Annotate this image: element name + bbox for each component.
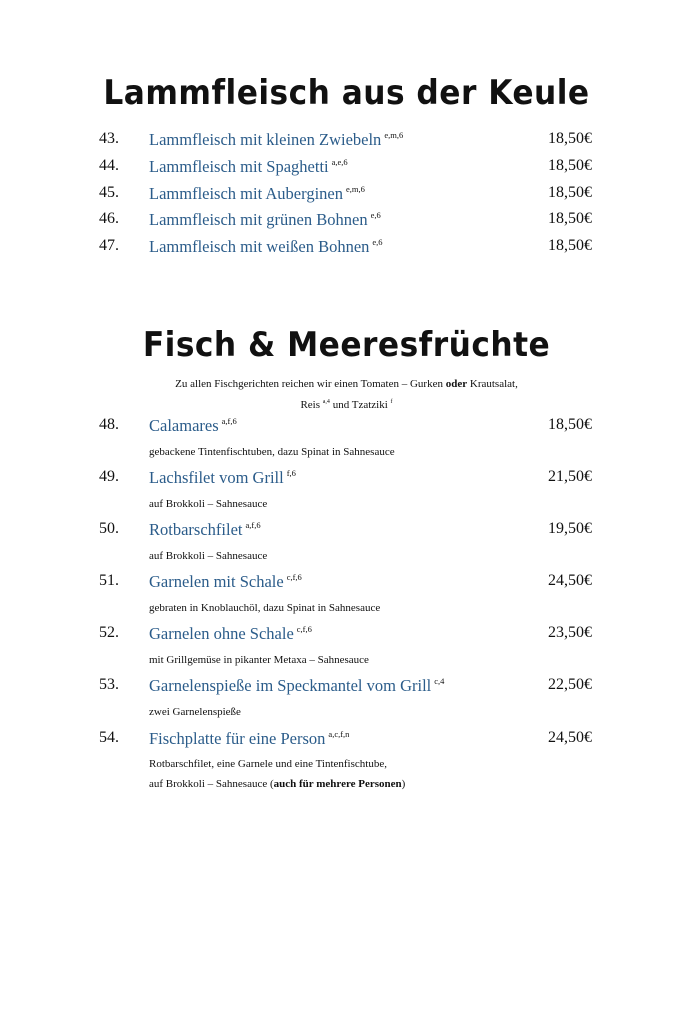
item-name-text: Lammfleisch mit kleinen Zwiebeln (149, 130, 382, 149)
item-name-text: Rotbarschfilet (149, 520, 243, 539)
item-name (149, 210, 381, 230)
desc-emphasis: auch für mehrere Personen (273, 778, 402, 790)
item-description (149, 778, 405, 790)
item-price: 21,50€ (548, 468, 592, 485)
item-name-text: Lammfleisch mit Auberginen (149, 184, 343, 203)
item-name-text: Lammfleisch mit grünen Bohnen (149, 210, 368, 229)
menu-item (0, 572, 693, 594)
desc-text: ) (401, 778, 406, 790)
allergen-codes: a,c,f,n (328, 729, 350, 739)
item-name (149, 157, 348, 177)
item-name-text: Lammfleisch mit weißen Bohnen (149, 237, 370, 256)
intro-text: Zu allen Fischgerichten reichen wir einen Tomaten – Gurken (175, 378, 446, 390)
allergen-codes: f (390, 399, 393, 405)
item-description: mit Grillgemüse in pikanter Metaxa – Sahnesauce (149, 654, 369, 666)
intro-emphasis: oder (445, 378, 468, 390)
menu-item (0, 468, 693, 490)
item-price: 18,50€ (548, 130, 592, 147)
item-description: gebraten in Knoblauchöl, dazu Spinat in Sahnesauce (149, 602, 381, 614)
item-name-text: Garnelenspieße im Speckmantel vom Grill (149, 676, 432, 695)
item-number: 44. (99, 157, 119, 174)
allergen-codes: a,4 (322, 399, 330, 405)
intro-text: und Tzatziki (329, 399, 391, 411)
item-name (149, 237, 383, 257)
item-name (149, 729, 349, 749)
item-number: 52. (99, 624, 119, 641)
item-number: 43. (99, 130, 119, 147)
item-price: 22,50€ (548, 676, 592, 693)
item-description: auf Brokkoli – Sahnesauce (149, 498, 268, 510)
menu-item (0, 520, 693, 542)
item-price: 18,50€ (548, 237, 592, 254)
menu-item (0, 130, 693, 152)
allergen-codes: e,6 (372, 237, 383, 247)
item-price: 18,50€ (548, 210, 592, 227)
item-price: 19,50€ (548, 520, 592, 537)
allergen-codes: a,e,6 (331, 157, 348, 167)
item-name (149, 624, 312, 644)
item-number: 46. (99, 210, 119, 227)
menu-item (0, 210, 693, 232)
item-name-text: Calamares (149, 416, 219, 435)
desc-text: auf Brokkoli – Sahnesauce ( (149, 778, 274, 790)
item-price: 18,50€ (548, 184, 592, 201)
item-price: 18,50€ (548, 416, 592, 433)
item-price: 23,50€ (548, 624, 592, 641)
allergen-codes: f,6 (286, 468, 296, 478)
item-name (149, 184, 365, 204)
allergen-codes: e,6 (370, 210, 381, 220)
item-name-text: Garnelen ohne Schale (149, 624, 294, 643)
menu-item (0, 157, 693, 179)
menu-item (0, 237, 693, 259)
menu-item (0, 676, 693, 698)
allergen-codes: c,f,6 (296, 624, 312, 634)
menu-item (0, 729, 693, 751)
allergen-codes: e,m,6 (346, 184, 365, 194)
item-name-text: Garnelen mit Schale (149, 572, 284, 591)
section-intro (0, 375, 693, 414)
item-description: Rotbarschfilet, eine Garnele und eine Tintenfischtube, (149, 758, 387, 770)
item-price: 18,50€ (548, 157, 592, 174)
menu-item (0, 416, 693, 438)
item-description: auf Brokkoli – Sahnesauce (149, 550, 268, 562)
allergen-codes: a,f,6 (221, 416, 237, 426)
menu-item (0, 184, 693, 206)
section-title-fish: Fisch & Meeresfrüchte (142, 325, 551, 365)
intro-line-2 (0, 393, 693, 414)
item-number: 49. (99, 468, 119, 485)
item-name (149, 676, 444, 696)
allergen-codes: c,4 (434, 676, 445, 686)
intro-text: Reis (300, 399, 323, 411)
intro-text: Krautsalat, (467, 378, 518, 390)
item-number: 45. (99, 184, 119, 201)
item-number: 54. (99, 729, 119, 746)
item-name (149, 468, 296, 488)
item-name-text: Fischplatte für eine Person (149, 729, 326, 748)
item-name (149, 130, 403, 150)
allergen-codes: c,f,6 (286, 572, 302, 582)
menu-item (0, 624, 693, 646)
item-name (149, 572, 302, 592)
item-name (149, 416, 237, 436)
item-price: 24,50€ (548, 729, 592, 746)
item-number: 48. (99, 416, 119, 433)
allergen-codes: e,m,6 (384, 130, 404, 140)
item-price: 24,50€ (548, 572, 592, 589)
intro-line-1 (0, 375, 693, 393)
item-description: zwei Garnelenspieße (149, 706, 241, 718)
item-name-text: Lachsfilet vom Grill (149, 468, 284, 487)
item-number: 50. (99, 520, 119, 537)
item-number: 53. (99, 676, 119, 693)
allergen-codes: a,f,6 (245, 520, 261, 530)
item-description: gebackene Tintenfischtuben, dazu Spinat in Sahnesauce (149, 446, 395, 458)
item-name-text: Lammfleisch mit Spaghetti (149, 157, 329, 176)
section-title-lamb: Lammfleisch aus der Keule (103, 73, 590, 113)
item-number: 47. (99, 237, 119, 254)
item-name (149, 520, 261, 540)
item-number: 51. (99, 572, 119, 589)
